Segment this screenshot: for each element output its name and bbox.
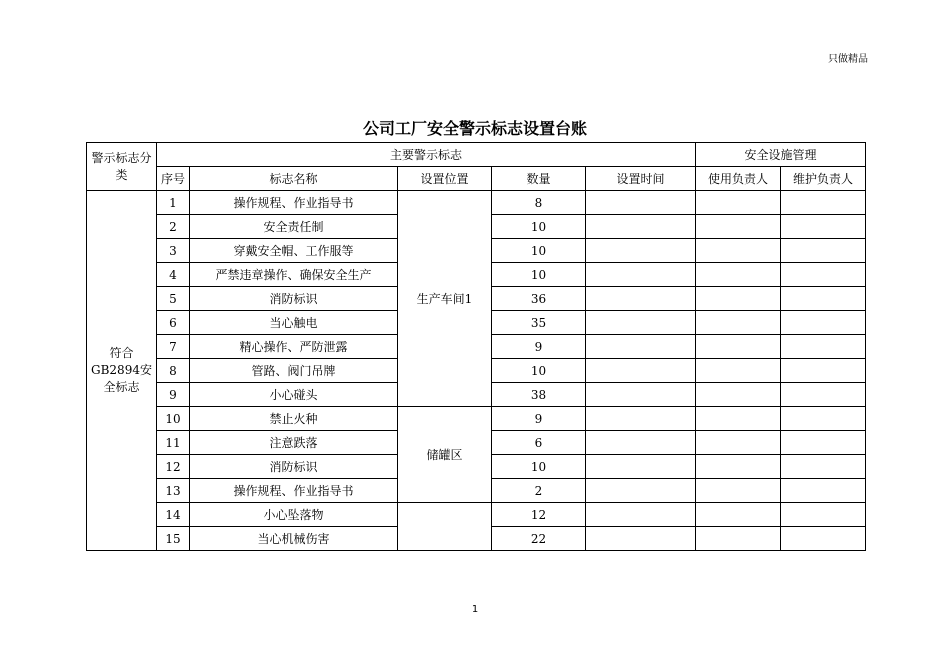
row-sign-name: 管路、阀门吊牌 bbox=[190, 359, 398, 383]
header-maint-owner: 维护负责人 bbox=[781, 167, 866, 191]
row-maint-owner bbox=[781, 335, 866, 359]
table-row bbox=[87, 503, 866, 527]
row-maint-owner bbox=[781, 455, 866, 479]
row-user-owner bbox=[696, 431, 781, 455]
row-user-owner bbox=[696, 263, 781, 287]
row-quantity: 36 bbox=[492, 287, 586, 311]
row-seq: 14 bbox=[157, 503, 190, 527]
header-seq: 序号 bbox=[157, 167, 190, 191]
row-maint-owner bbox=[781, 503, 866, 527]
row-user-owner bbox=[696, 359, 781, 383]
row-user-owner bbox=[696, 383, 781, 407]
row-seq: 8 bbox=[157, 359, 190, 383]
row-maint-owner bbox=[781, 383, 866, 407]
row-user-owner bbox=[696, 239, 781, 263]
row-user-owner bbox=[696, 503, 781, 527]
page-number: 1 bbox=[471, 604, 479, 615]
header-row-1 bbox=[87, 143, 866, 167]
sign-ledger-table bbox=[86, 142, 866, 551]
row-set-time bbox=[586, 191, 696, 215]
row-sign-name: 安全责任制 bbox=[190, 215, 398, 239]
row-quantity: 8 bbox=[492, 191, 586, 215]
row-maint-owner bbox=[781, 311, 866, 335]
row-user-owner bbox=[696, 191, 781, 215]
row-seq: 7 bbox=[157, 335, 190, 359]
row-set-time bbox=[586, 287, 696, 311]
page-title: 公司工厂安全警示标志设置台账 bbox=[362, 119, 587, 138]
row-sign-name: 精心操作、严防泄露 bbox=[190, 335, 398, 359]
row-sign-name: 当心触电 bbox=[190, 311, 398, 335]
table-row bbox=[87, 191, 866, 215]
row-user-owner bbox=[696, 311, 781, 335]
row-sign-name: 穿戴安全帽、工作服等 bbox=[190, 239, 398, 263]
row-maint-owner bbox=[781, 215, 866, 239]
row-sign-name: 消防标识 bbox=[190, 287, 398, 311]
row-user-owner bbox=[696, 479, 781, 503]
header-location: 设置位置 bbox=[398, 167, 492, 191]
row-set-time bbox=[586, 215, 696, 239]
row-maint-owner bbox=[781, 191, 866, 215]
header-set-time: 设置时间 bbox=[586, 167, 696, 191]
row-quantity: 9 bbox=[492, 407, 586, 431]
row-seq: 4 bbox=[157, 263, 190, 287]
header-quantity: 数量 bbox=[492, 167, 586, 191]
row-quantity: 2 bbox=[492, 479, 586, 503]
header-main-signs: 主要警示标志 bbox=[157, 143, 696, 167]
location-cell: 生产车间1 bbox=[398, 191, 492, 407]
row-maint-owner bbox=[781, 287, 866, 311]
row-maint-owner bbox=[781, 263, 866, 287]
row-user-owner bbox=[696, 335, 781, 359]
row-seq: 10 bbox=[157, 407, 190, 431]
row-maint-owner bbox=[781, 239, 866, 263]
row-maint-owner bbox=[781, 359, 866, 383]
row-set-time bbox=[586, 335, 696, 359]
row-seq: 9 bbox=[157, 383, 190, 407]
category-cell: 符合GB2894安全标志 bbox=[87, 191, 157, 551]
table-row bbox=[87, 407, 866, 431]
row-seq: 11 bbox=[157, 431, 190, 455]
row-seq: 1 bbox=[157, 191, 190, 215]
row-set-time bbox=[586, 359, 696, 383]
row-quantity: 10 bbox=[492, 263, 586, 287]
row-quantity: 10 bbox=[492, 359, 586, 383]
row-sign-name: 注意跌落 bbox=[190, 431, 398, 455]
header-sign-name: 标志名称 bbox=[190, 167, 398, 191]
row-quantity: 38 bbox=[492, 383, 586, 407]
row-sign-name: 禁止火种 bbox=[190, 407, 398, 431]
row-set-time bbox=[586, 407, 696, 431]
row-quantity: 22 bbox=[492, 527, 586, 551]
row-quantity: 35 bbox=[492, 311, 586, 335]
header-category: 警示标志分类 bbox=[87, 143, 157, 191]
row-sign-name: 严禁违章操作、确保安全生产 bbox=[190, 263, 398, 287]
row-quantity: 12 bbox=[492, 503, 586, 527]
row-user-owner bbox=[696, 407, 781, 431]
row-quantity: 10 bbox=[492, 239, 586, 263]
row-user-owner bbox=[696, 215, 781, 239]
row-set-time bbox=[586, 263, 696, 287]
row-quantity: 10 bbox=[492, 455, 586, 479]
header-row-2 bbox=[87, 167, 866, 191]
row-set-time bbox=[586, 311, 696, 335]
row-seq: 13 bbox=[157, 479, 190, 503]
location-cell bbox=[398, 503, 492, 551]
row-set-time bbox=[586, 383, 696, 407]
row-maint-owner bbox=[781, 407, 866, 431]
row-quantity: 9 bbox=[492, 335, 586, 359]
row-sign-name: 操作规程、作业指导书 bbox=[190, 479, 398, 503]
row-set-time bbox=[586, 239, 696, 263]
row-sign-name: 操作规程、作业指导书 bbox=[190, 191, 398, 215]
row-quantity: 10 bbox=[492, 215, 586, 239]
header-safety-mgmt: 安全设施管理 bbox=[696, 143, 866, 167]
row-seq: 5 bbox=[157, 287, 190, 311]
row-set-time bbox=[586, 503, 696, 527]
row-user-owner bbox=[696, 527, 781, 551]
row-seq: 12 bbox=[157, 455, 190, 479]
row-maint-owner bbox=[781, 527, 866, 551]
row-user-owner bbox=[696, 455, 781, 479]
row-seq: 3 bbox=[157, 239, 190, 263]
row-sign-name: 小心碰头 bbox=[190, 383, 398, 407]
row-user-owner bbox=[696, 287, 781, 311]
row-seq: 15 bbox=[157, 527, 190, 551]
row-quantity: 6 bbox=[492, 431, 586, 455]
row-sign-name: 消防标识 bbox=[190, 455, 398, 479]
row-set-time bbox=[586, 431, 696, 455]
header-user-owner: 使用负责人 bbox=[696, 167, 781, 191]
row-seq: 6 bbox=[157, 311, 190, 335]
location-cell: 储罐区 bbox=[398, 407, 492, 503]
row-sign-name: 当心机械伤害 bbox=[190, 527, 398, 551]
row-set-time bbox=[586, 455, 696, 479]
row-seq: 2 bbox=[157, 215, 190, 239]
row-sign-name: 小心坠落物 bbox=[190, 503, 398, 527]
header-note: 只做精品 bbox=[828, 54, 868, 65]
row-set-time bbox=[586, 527, 696, 551]
row-set-time bbox=[586, 479, 696, 503]
row-maint-owner bbox=[781, 479, 866, 503]
row-maint-owner bbox=[781, 431, 866, 455]
